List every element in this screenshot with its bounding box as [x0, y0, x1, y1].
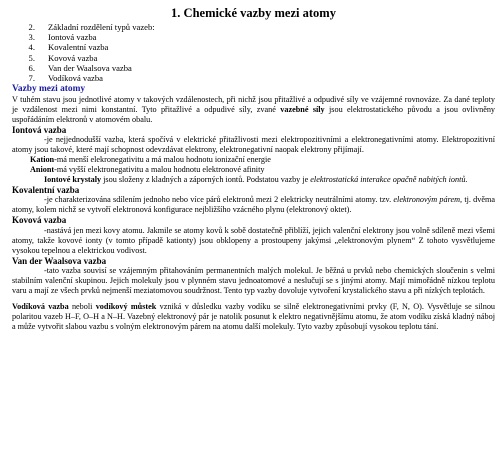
toc-item-number: 4.	[28, 42, 35, 53]
krystaly-italic: elektrostatická interakce opačně nabitých iontů.	[310, 175, 468, 185]
bold-term: vazebné síly	[280, 105, 325, 115]
kation-line	[30, 155, 495, 165]
paragraph-text: -je charakterizována sdílením jednoho nebo více párů elektronů mezi 2 elektricky neutrálními atomy. tzv.	[44, 195, 392, 205]
toc-item[interactable]	[12, 32, 495, 42]
vodikova-text: vzniká v důsledku vazby vodíku se silně elektronegativními prvky (F, N, O). Vysvětluje se silnou polaritou vazeb H–F, O–H a N–H. Vazebný elektronový pár je natolik posunut k elektro negativnějšímu atomu, že atom vodíku získá kladný náboj a může vytvořit slabou vazbu s volným elektronovým párem na atomu další molekuly. Tyto vazby způsobují vysokou teplotu tání.	[12, 301, 496, 331]
aniont-text: -má vyšší elektronegativitu a malou hodnotu elektronové afinity	[54, 165, 265, 175]
toc-item-number: 7.	[28, 73, 35, 84]
section-heading-vdw: Van der Waalsova vazba	[12, 255, 107, 266]
toc-item-label: Kovová vazba	[48, 52, 98, 63]
toc-item-label: Kovalentní vazba	[48, 42, 109, 53]
krystaly-paragraph	[12, 175, 495, 185]
paragraph-text: jsou elektrostatického původu a jsou ovlivněny uspořádáním elektronů v atomovém obalu.	[12, 105, 496, 125]
toc-item[interactable]	[12, 42, 495, 52]
toc-item-number: 2.	[28, 22, 35, 32]
page-title: 1. Chemické vazby mezi atomy	[171, 6, 336, 20]
paragraph-iontova: -je nejjednodušší vazba, která spočívá v elektrické přitažlivosti mezi elektropozitivními a elektronegativními atomy. Elektropozitivní atomy jsou takové, které mají schopnost odevzdávat elektrony, elektronegativní naopak elektrony přijímají.	[12, 135, 495, 155]
section-heading-kovalentni: Kovalentní vazba	[12, 184, 80, 195]
paragraph-text: tj. dvěma atomy, kolem nichž se vytvoří elektronová konfigurace nejbližšího vzácného plynu (elektronový oktet).	[12, 195, 495, 215]
toc-item-number: 5.	[28, 52, 35, 63]
toc-item[interactable]	[12, 53, 495, 63]
toc-item[interactable]	[12, 73, 495, 83]
paragraph-vdw: -tato vazba souvisí se vzájemným přitahováním permanentních malých molekul. Je běžná u prvků nebo chemických sloučenin s velmi stabilním valenční skupinou. Jejich molekuly jsou v plynném stavu jednoatomové a neslučují se s jinými atomy. Mají mimořádně nízkou teplotu varu a mají ze všech prvků nejmenší meziatomovou soudržnost. Tento typ vazby dovoluje vytvoření krystalického stavu a při nízkých teplotách.	[12, 266, 495, 295]
italic-term: elektronovým párem,	[393, 195, 463, 205]
paragraph-vodikova	[12, 302, 495, 332]
toc-item[interactable]	[12, 22, 495, 32]
table-of-contents	[12, 22, 495, 83]
section-heading-kovova: Kovová vazba	[12, 215, 67, 226]
toc-item[interactable]	[12, 63, 495, 73]
krystaly-text: jsou složeny z kladných a záporných iontů. Podstatou vazby je	[103, 175, 309, 185]
toc-item-label: Iontová vazba	[48, 32, 97, 43]
toc-item-number: 3.	[28, 32, 35, 43]
toc-item-label: Van der Waalsova vazba	[48, 62, 132, 73]
aniont-line	[30, 165, 495, 175]
paragraph-kovova: -nastává jen mezi kovy atomu. Jakmile se atomy kovů k sobě dostatečně přiblíží, jejich valenční elektrony jsou volně sdíleně mezi všemi atomy, takže kovové ionty (v tomto případě kationty) jsou obklopeny a prostoupeny jakýmsi „elektronovým plynem“ Z tohoto vysvětlujeme vysokou tepelnou a elektrickou vodivost.	[12, 225, 495, 255]
vodikova-mid: neboli	[71, 301, 93, 311]
paragraph-text: V tuhém stavu jsou jednotlivé atomy v takových vzdálenostech, při nichž jsou přitažlivé a odpudivé síly ve vzájemné rovnováze. Za dané teploty je vzdálenost mezi nimi konstantní. Tyto přitažlivé a odpudivé síly, zvané	[12, 95, 495, 115]
vodikova-term: Vodíková vazba	[12, 301, 69, 311]
aniont-term: Aniont	[30, 165, 55, 175]
section-heading-iontova: Iontová vazba	[12, 124, 67, 135]
toc-item-label: Vodíková vazba	[48, 73, 103, 84]
paragraph-vazby	[12, 95, 495, 125]
krystaly-term: Iontové krystaly	[44, 175, 102, 185]
paragraph-kovalentni	[12, 195, 495, 215]
vodikova-term-2: vodíkový můstek	[95, 301, 157, 311]
toc-item-label: Základní rozdělení typů vazeb:	[48, 22, 155, 32]
kation-term: Kation	[30, 155, 55, 165]
toc-item-number: 6.	[28, 62, 35, 73]
section-heading-vazby: Vazby mezi atomy	[12, 84, 86, 95]
kation-text: -má menší elekronegativitu a má malou hodnotu ionizační energie	[54, 155, 271, 165]
